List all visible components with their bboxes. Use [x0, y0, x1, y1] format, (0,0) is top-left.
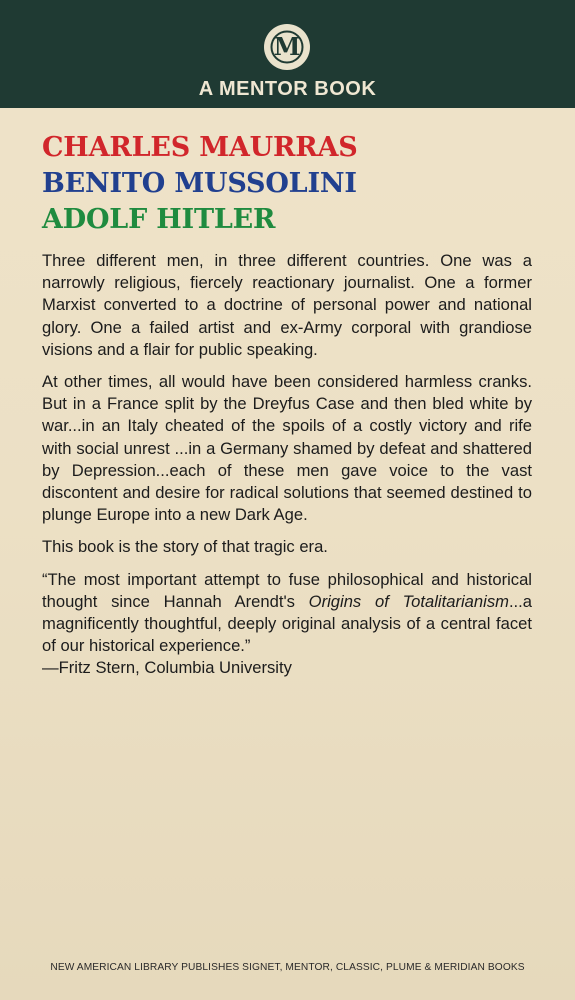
svg-text:M: M [273, 32, 301, 61]
review-quote [42, 569, 532, 658]
paragraph-summary: This book is the story of that tragic era. [42, 537, 328, 557]
quote-attribution: —Fritz Stern, Columbia University [42, 658, 292, 678]
name-hitler: ADOLF HITLER [42, 204, 276, 235]
paragraph-context: At other times, all would have been considered harmless cranks. But in a France split by the Dreyfus Case and then bled white by war...in an Italy cheated of the spoils of a costly victory and rife with social unrest ...in a Germany shamed by defeat and shattered by Depression...each of these men gave voice to the vast discontent and desire for radical solutions that seemed destined to plunge Europe into a new Dark Age. [42, 372, 532, 525]
quote-close: ...a magnificently thoughtful, deeply original analysis of a central facet of our historical experience.” [42, 591, 532, 656]
subject-names [42, 130, 358, 238]
name-maurras: CHARLES MAURRAS [42, 132, 358, 163]
mentor-logo-icon [270, 30, 304, 64]
paragraph-intro: Three different men, in three different countries. One was a narrowly religious, fiercely reactionary journalist. One a former Marxist converted to a doctrine of personal power and national glory. One a failed artist and ex-Army corporal with grandiose visions and a flair for public speaking. [42, 251, 532, 359]
name-mussolini: BENITO MUSSOLINI [42, 168, 357, 199]
publisher-band [0, 0, 575, 108]
publisher-footer: NEW AMERICAN LIBRARY PUBLISHES SIGNET, MENTOR, CLASSIC, PLUME & MERIDIAN BOOKS [50, 962, 525, 973]
quote-open: “The most important attempt to fuse philosophical and historical thought since Hannah Arendt's [42, 569, 532, 611]
imprint-label: A MENTOR BOOK [198, 78, 377, 100]
mentor-logo [264, 24, 310, 70]
blurb [42, 250, 532, 690]
quote-book-title: Origins of Totalitarianism [308, 591, 509, 611]
